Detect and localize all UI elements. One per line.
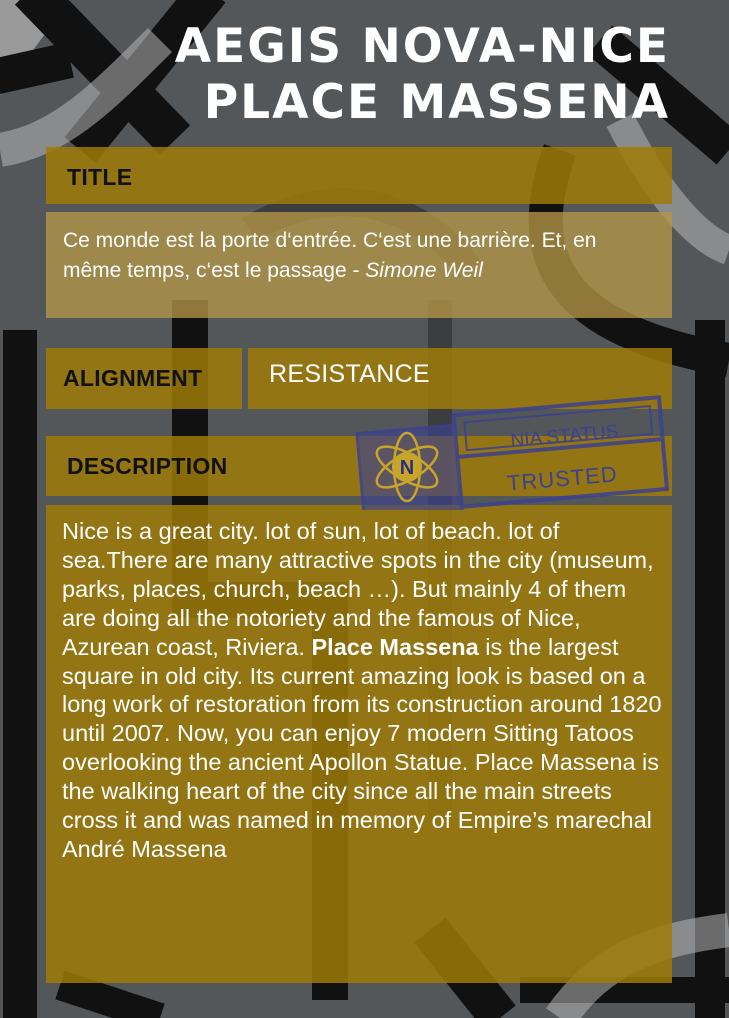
quote-text: Ce monde est la porte d‘entrée. C‘est une barrière. Et, en même temps, c‘est le passage - xyxy=(63,229,597,282)
description-highlight: Place Massena xyxy=(311,633,479,660)
description-text-part-2: is the largest square in old city. Its current amazing look is based on a long work of restoration from its construction around 1820 until 2007. Now, you can enjoy 7 modern Sitting Tatoos overlooking the ancient Apollon Statue. Place Massena is the walking heart of the city since all the main streets cross it and was named in memory of Empire’s marechal André Massena xyxy=(62,633,662,862)
page-title-line-1: AEGIS NOVA-NICE xyxy=(174,19,670,74)
title-section-header xyxy=(46,147,672,204)
description-label: DESCRIPTION xyxy=(67,453,228,479)
title-quote xyxy=(63,226,658,286)
nia-status-stamp xyxy=(355,390,675,510)
alignment-value: RESISTANCE xyxy=(269,360,430,388)
nia-logo-letter: N xyxy=(399,457,415,479)
title-quote-box xyxy=(46,212,672,318)
nia-status-label: NIA STATUS xyxy=(509,421,620,452)
title-label: TITLE xyxy=(67,164,133,190)
quote-author: Simone Weil xyxy=(365,259,483,282)
description-text-part-1: Nice is a great city. lot of sun, lot of beach. lot of sea.There are many attractive spots in the city (museum, parks, places, church, beach …). But mainly 4 of them are doing all the notoriety and the famous of Nice, Azurean coast, Riviera. xyxy=(62,518,654,660)
description-box xyxy=(46,505,672,983)
page-title-line-2: PLACE MASSENA xyxy=(203,75,670,130)
alignment-section-header xyxy=(46,348,242,409)
description-text xyxy=(62,517,662,864)
alignment-label: ALIGNMENT xyxy=(63,365,203,391)
nia-status-value: TRUSTED xyxy=(506,461,619,496)
